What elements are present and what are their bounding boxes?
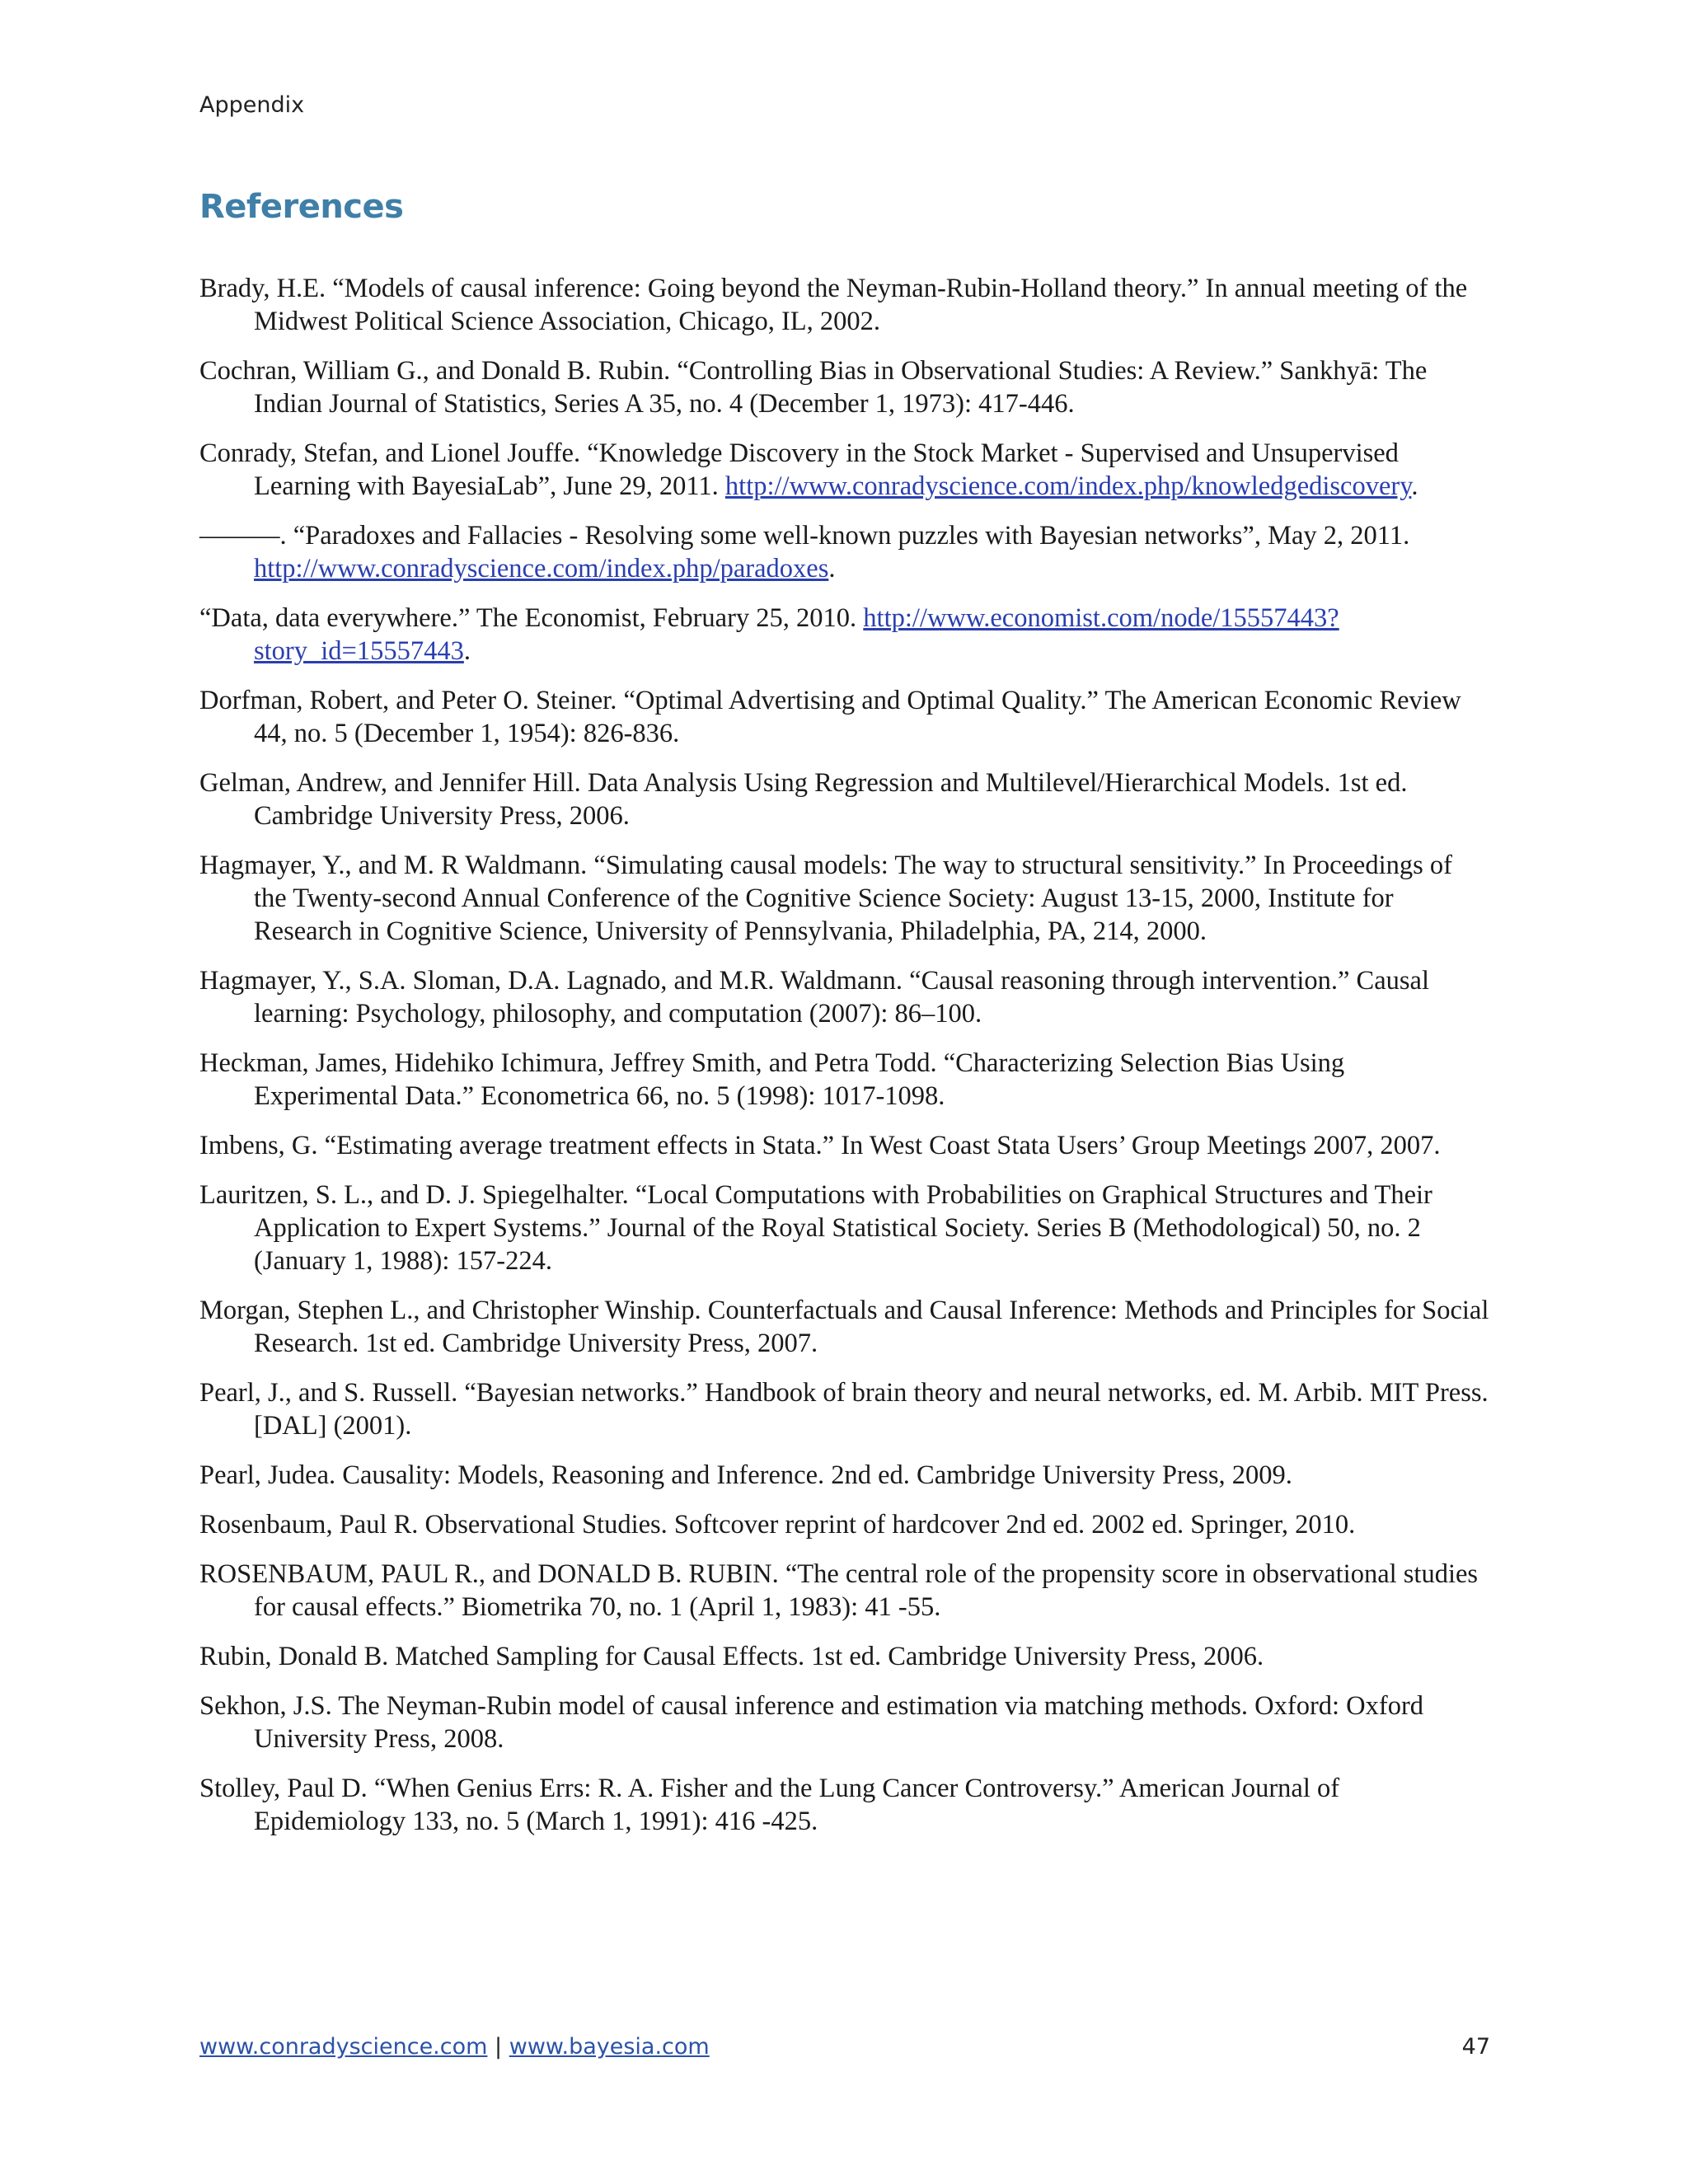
reference-entry — [199, 684, 1489, 750]
reference-link[interactable]: http://www.conradyscience.com/index.php/knowledgediscovery — [724, 471, 1412, 501]
reference-text: Imbens, G. “Estimating average treatment effects in Stata.” In West Coast Stata Users’ Group Meetings 2007, 2007. — [199, 1131, 1441, 1160]
reference-entry — [199, 1294, 1489, 1360]
reference-entry — [199, 1640, 1489, 1673]
reference-link-punctuation: . — [828, 554, 836, 583]
footer-link-bayesia[interactable]: www.bayesia.com — [509, 2034, 710, 2060]
reference-entry — [199, 602, 1489, 668]
reference-text: Pearl, J., and S. Russell. “Bayesian networks.” Handbook of brain theory and neural networks, ed. M. Arbib. MIT Press.[DAL] (2001). — [199, 1378, 1489, 1441]
reference-text: Hagmayer, Y., S.A. Sloman, D.A. Lagnado, and M.R. Waldmann. “Causal reasoning through intervention.” Causal learning: Psychology, philosophy, and computation (2007): 86–100. — [199, 966, 1430, 1029]
running-head: Appendix — [199, 92, 305, 118]
reference-text: Lauritzen, S. L., and D. J. Spiegelhalter. “Local Computations with Probabilities on Graphical Structures and Their Application to Expert Systems.” Journal of the Royal Statistical Society. Series B (Methodological) 50, no. 2 (January 1, 1988): 157-224. — [199, 1180, 1432, 1276]
reference-entry — [199, 964, 1489, 1030]
reference-text: Pearl, Judea. Causality: Models, Reasoning and Inference. 2nd ed. Cambridge University Press, 2009. — [199, 1460, 1292, 1490]
reference-entry — [199, 519, 1489, 585]
reference-text: Sekhon, J.S. The Neyman-Rubin model of causal inference and estimation via matching methods. Oxford: Oxford University Press, 2008. — [199, 1691, 1424, 1754]
reference-entry — [199, 1129, 1489, 1162]
footer-link-conradyscience[interactable]: www.conradyscience.com — [199, 2034, 488, 2060]
reference-entry — [199, 1690, 1489, 1755]
reference-text: Rosenbaum, Paul R. Observational Studies. Softcover reprint of hardcover 2nd ed. 2002 ed. Springer, 2010. — [199, 1510, 1356, 1540]
reference-text: ———. “Paradoxes and Fallacies - Resolving some well-known puzzles with Bayesian networks”, May 2, 2011. — [199, 521, 1410, 551]
reference-text: ROSENBAUM, PAUL R., and DONALD B. RUBIN. “The central role of the propensity score in observational studies for causal effects.” Biometrika 70, no. 1 (April 1, 1983): 41 -55. — [199, 1559, 1479, 1622]
reference-entry — [199, 1558, 1489, 1624]
section-title: References — [199, 188, 404, 226]
reference-entry — [199, 1179, 1489, 1277]
reference-entry — [199, 1772, 1489, 1838]
reference-text: Dorfman, Robert, and Peter O. Steiner. “Optimal Advertising and Optimal Quality.” The American Economic Review 44, no. 5 (December 1, 1954): 826-836. — [199, 686, 1461, 748]
footer-separator: | — [495, 2034, 503, 2060]
reference-text: “Data, data everywhere.” The Economist, February 25, 2010. — [199, 603, 857, 633]
reference-text: Heckman, James, Hidehiko Ichimura, Jeffrey Smith, and Petra Todd. “Characterizing Selection Bias Using Experimental Data.” Econometrica 66, no. 5 (1998): 1017-1098. — [199, 1048, 1345, 1111]
reference-entry — [199, 1459, 1489, 1492]
reference-link-punctuation: . — [1411, 471, 1418, 501]
reference-entry — [199, 437, 1489, 503]
reference-entry — [199, 1376, 1489, 1442]
page-number: 47 — [1461, 2034, 1490, 2060]
reference-entry — [199, 849, 1489, 948]
reference-text: Conrady, Stefan, and Lionel Jouffe. “Knowledge Discovery in the Stock Market - Supervised and Unsupervised Learning with BayesiaLab”, June 29, 2011. — [199, 438, 1399, 501]
reference-link-punctuation: . — [463, 636, 471, 666]
reference-entry — [199, 766, 1489, 832]
reference-text: Stolley, Paul D. “When Genius Errs: R. A. Fisher and the Lung Cancer Controversy.” American Journal of Epidemiology 133, no. 5 (March 1, 1991): 416 -425. — [199, 1774, 1340, 1836]
reference-entry — [199, 272, 1489, 338]
reference-text: Cochran, William G., and Donald B. Rubin. “Controlling Bias in Observational Studies: A Review.” Sankhyā: The Indian Journal of Statistics, Series A 35, no. 4 (December 1, 1973): 417-446. — [199, 356, 1428, 419]
reference-text: Gelman, Andrew, and Jennifer Hill. Data Analysis Using Regression and Multilevel/Hierarchical Models. 1st ed. Cambridge University Press, 2006. — [199, 768, 1408, 831]
reference-link[interactable]: http://www.economist.com/node/15557443?story_id=15557443 — [254, 603, 1339, 666]
reference-text: Morgan, Stephen L., and Christopher Winship. Counterfactuals and Causal Inference: Methods and Principles for Social Research. 1st ed. Cambridge University Press, 2007. — [199, 1296, 1489, 1358]
reference-entry — [199, 354, 1489, 420]
reference-link[interactable]: http://www.conradyscience.com/index.php/paradoxes — [254, 554, 829, 583]
reference-entry — [199, 1508, 1489, 1541]
reference-list — [199, 272, 1489, 1854]
reference-text: Brady, H.E. “Models of causal inference: Going beyond the Neyman-Rubin-Holland theory.” In annual meeting of the Midwest Political Science Association, Chicago, IL, 2002. — [199, 274, 1468, 336]
footer — [199, 2034, 710, 2060]
reference-entry — [199, 1047, 1489, 1113]
reference-text: Rubin, Donald B. Matched Sampling for Causal Effects. 1st ed. Cambridge University Press, 2006. — [199, 1642, 1264, 1671]
reference-text: Hagmayer, Y., and M. R Waldmann. “Simulating causal models: The way to structural sensitivity.” In Proceedings of the Twenty-second Annual Conference of the Cognitive Science Society: August 13-15, 2000, Institute for Research in Cognitive Science, University of Pennsylvania, Philadelphia, PA, 214, 2000. — [199, 851, 1452, 946]
